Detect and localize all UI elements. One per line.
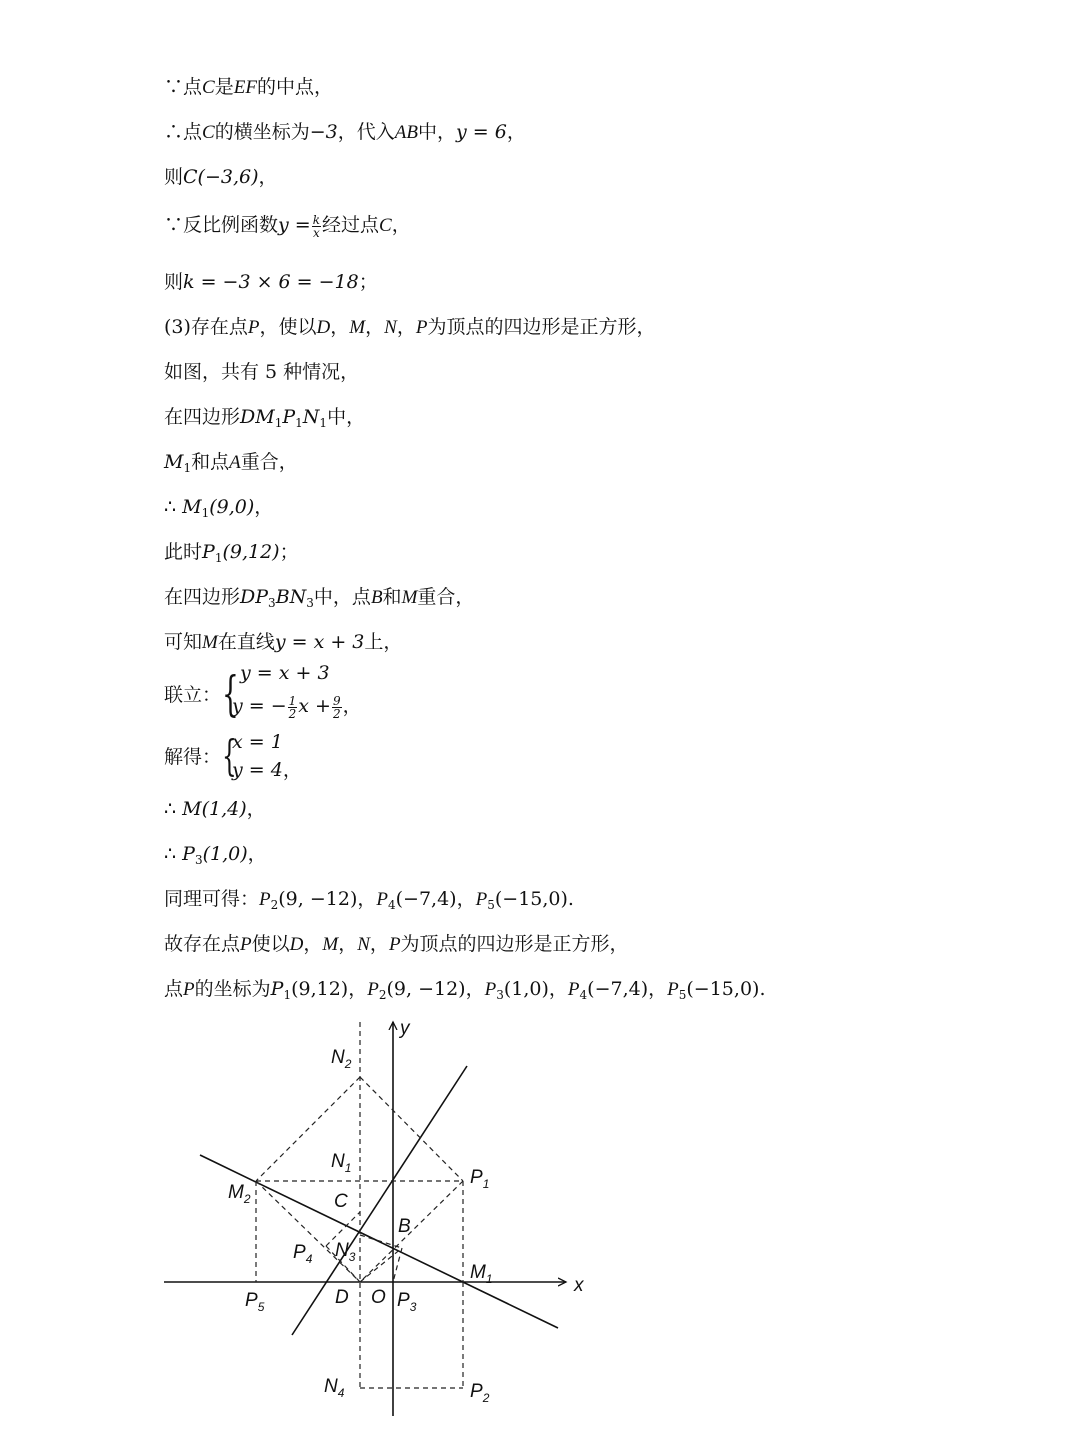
subscript: 4 xyxy=(579,988,588,1002)
denominator: x xyxy=(312,225,320,240)
math: k = −3 × 6 = −18 xyxy=(183,271,359,293)
math: y = 4 xyxy=(232,759,283,781)
text: 的中点， xyxy=(256,76,333,98)
left-brace: { xyxy=(222,666,239,722)
math: (9, −12) xyxy=(386,978,466,1000)
text: ∴ xyxy=(164,496,183,518)
label-p4: $P_4$ xyxy=(293,1242,313,1266)
math: P xyxy=(282,406,296,428)
math: (9,0) xyxy=(209,496,255,518)
math: DM xyxy=(240,406,275,428)
text: ， xyxy=(548,978,568,1000)
text: 重合， xyxy=(240,451,298,473)
text: ， xyxy=(258,166,278,188)
label-m2: $M_2$ xyxy=(228,1182,251,1206)
subscript: 4 xyxy=(387,898,396,912)
text: 可知 xyxy=(164,631,203,653)
math: y = xyxy=(278,214,311,236)
label-p3: $P_3$ xyxy=(397,1290,417,1314)
left-brace: { xyxy=(222,731,237,780)
text: ∴ xyxy=(164,843,183,865)
dashed-segment xyxy=(393,1248,402,1282)
var: P xyxy=(367,979,379,1000)
text: ； xyxy=(279,541,299,563)
subscript: 3 xyxy=(194,853,203,867)
text: ， xyxy=(357,888,377,910)
text: ， xyxy=(247,843,267,865)
math: (−7,4) xyxy=(395,888,457,910)
dashed-segment xyxy=(360,1235,402,1248)
denominator: 2 xyxy=(332,706,341,721)
math: (9, −12) xyxy=(278,888,358,910)
text: 中， xyxy=(327,406,366,428)
text: 此时 xyxy=(164,541,203,563)
text: ， xyxy=(369,933,389,955)
text: 中，点 xyxy=(313,586,371,608)
solution-row-1: x = 1 xyxy=(232,731,283,753)
label-o: O xyxy=(371,1287,386,1308)
text: ， xyxy=(648,978,668,1000)
dashed-segment xyxy=(360,1248,402,1282)
math: P xyxy=(182,843,195,865)
subscript: 2 xyxy=(378,988,387,1002)
label-b: B xyxy=(398,1216,411,1237)
text: 是 xyxy=(214,76,234,98)
text: ； xyxy=(358,271,378,293)
math: x + xyxy=(298,695,331,717)
text: ∴ xyxy=(164,798,183,820)
subscript: 1 xyxy=(319,416,328,430)
math: P xyxy=(202,541,215,563)
text: ， xyxy=(338,933,358,955)
numerator: 9 xyxy=(332,693,341,708)
var: M xyxy=(401,587,418,608)
text: 则 xyxy=(164,271,184,293)
var: EF xyxy=(233,77,257,98)
text: 同理可得： xyxy=(164,888,260,910)
var: P xyxy=(484,979,497,1000)
text: ， xyxy=(506,121,526,143)
label-p5: $P_5$ xyxy=(245,1290,265,1314)
var: P xyxy=(667,979,679,1000)
text: 为顶点的四边形是正方形， xyxy=(427,316,656,338)
var: N xyxy=(357,934,370,955)
label-p2: $P_2$ xyxy=(470,1381,490,1405)
text: ∵反比例函数 xyxy=(164,214,279,236)
math: BN xyxy=(275,586,307,608)
math: (1,0) xyxy=(202,843,248,865)
text: 在四边形 xyxy=(164,586,241,608)
text: . xyxy=(759,978,766,1000)
text: ， xyxy=(246,798,266,820)
text: 解得： xyxy=(164,746,222,768)
math: y = 6 xyxy=(455,121,507,143)
math: y = x + 3 xyxy=(274,631,365,653)
text: (3)存在点 xyxy=(164,316,248,338)
math: P xyxy=(270,978,284,1000)
text: 如图，共有 5 种情况， xyxy=(164,361,360,383)
subscript: 1 xyxy=(201,506,210,520)
subscript: 5 xyxy=(487,898,495,912)
text: 使以 xyxy=(251,933,290,955)
label-n4: $N_4$ xyxy=(324,1376,345,1400)
subscript: 1 xyxy=(183,461,192,475)
var: P xyxy=(259,889,271,910)
label-n3: $N_3$ xyxy=(335,1240,356,1264)
math: M(1,4) xyxy=(182,798,247,820)
var: D xyxy=(316,317,331,338)
math: M xyxy=(164,451,184,473)
text: 经过点 xyxy=(322,214,380,236)
text: ， xyxy=(365,316,385,338)
math: N xyxy=(302,406,320,428)
text: 故存在点 xyxy=(164,933,241,955)
text: ， xyxy=(254,496,274,518)
text: 上， xyxy=(364,631,403,653)
math: (−15,0) xyxy=(686,978,760,1000)
math: M xyxy=(182,496,202,518)
text: ，使以 xyxy=(259,316,317,338)
var: P xyxy=(475,889,488,910)
text: 在直线 xyxy=(217,631,275,653)
text: ， xyxy=(396,316,416,338)
var: A xyxy=(229,452,241,473)
system-row-1: y = x + 3 xyxy=(240,662,330,684)
var: P xyxy=(567,979,580,1000)
label-m1: $M_1$ xyxy=(470,1262,493,1286)
text: ， xyxy=(348,978,368,1000)
var: AB xyxy=(394,122,418,143)
dashed-segment xyxy=(360,1181,463,1282)
subscript: 1 xyxy=(214,551,223,565)
dashed-segment xyxy=(360,1077,463,1181)
text: ∴点 xyxy=(164,121,203,143)
var: P xyxy=(388,934,401,955)
subscript: 1 xyxy=(295,416,303,430)
math: (1,0) xyxy=(503,978,549,1000)
text: 联立： xyxy=(164,684,222,706)
var: M xyxy=(349,317,366,338)
text: ， xyxy=(303,933,323,955)
math: y = − xyxy=(232,695,287,717)
text: ∵点 xyxy=(164,76,203,98)
text: ， xyxy=(465,978,485,1000)
math: (−7,4) xyxy=(587,978,649,1000)
axis-label-x: x xyxy=(574,1275,584,1296)
var: P xyxy=(240,934,252,955)
text: ， xyxy=(456,888,476,910)
subscript: 1 xyxy=(274,416,283,430)
math: DP xyxy=(240,586,269,608)
var: M xyxy=(322,934,339,955)
label-n1: $N_1$ xyxy=(331,1151,352,1175)
subscript: 3 xyxy=(268,596,276,610)
numerator: k xyxy=(312,212,320,227)
var: N xyxy=(384,317,397,338)
text: 的横坐标为 xyxy=(214,121,310,143)
math: (9,12) xyxy=(222,541,280,563)
text: 在四边形 xyxy=(164,406,241,428)
subscript: 3 xyxy=(306,596,314,610)
numerator: 1 xyxy=(288,693,297,708)
var: D xyxy=(289,934,304,955)
subscript: 5 xyxy=(678,988,687,1002)
var: M xyxy=(202,632,218,653)
math: C(−3,6) xyxy=(183,166,259,188)
text: ， xyxy=(330,316,350,338)
var: P xyxy=(247,317,260,338)
subscript: 2 xyxy=(270,898,279,912)
subscript: 1 xyxy=(283,988,292,1002)
text: 则 xyxy=(164,166,184,188)
axis-label-y: y xyxy=(400,1018,410,1039)
text: ， xyxy=(282,759,302,781)
label-d: D xyxy=(335,1287,349,1308)
math: −3 xyxy=(309,121,338,143)
text: 重合， xyxy=(417,586,475,608)
var: C xyxy=(202,77,215,98)
var: P xyxy=(376,889,388,910)
text: 点 xyxy=(164,978,184,1000)
var: P xyxy=(415,317,428,338)
text: 中， xyxy=(417,121,456,143)
text: ， xyxy=(391,214,411,236)
var: B xyxy=(370,587,383,608)
label-p1: $P_1$ xyxy=(470,1167,490,1191)
text: 和 xyxy=(382,586,402,608)
text: 的坐标为 xyxy=(194,978,271,1000)
text: . xyxy=(567,888,574,910)
denominator: 2 xyxy=(288,706,297,721)
text: 为顶点的四边形是正方形， xyxy=(400,933,629,955)
text: ，代入 xyxy=(337,121,395,143)
var: C xyxy=(202,122,215,143)
var: C xyxy=(379,215,392,236)
math: (9,12) xyxy=(291,978,349,1000)
text: ， xyxy=(342,695,362,717)
label-n2: $N_2$ xyxy=(331,1047,352,1071)
math: (−15,0) xyxy=(494,888,568,910)
subscript: 3 xyxy=(496,988,504,1002)
text: 和点 xyxy=(191,451,230,473)
var: P xyxy=(183,979,195,1000)
label-c: C xyxy=(334,1191,348,1212)
